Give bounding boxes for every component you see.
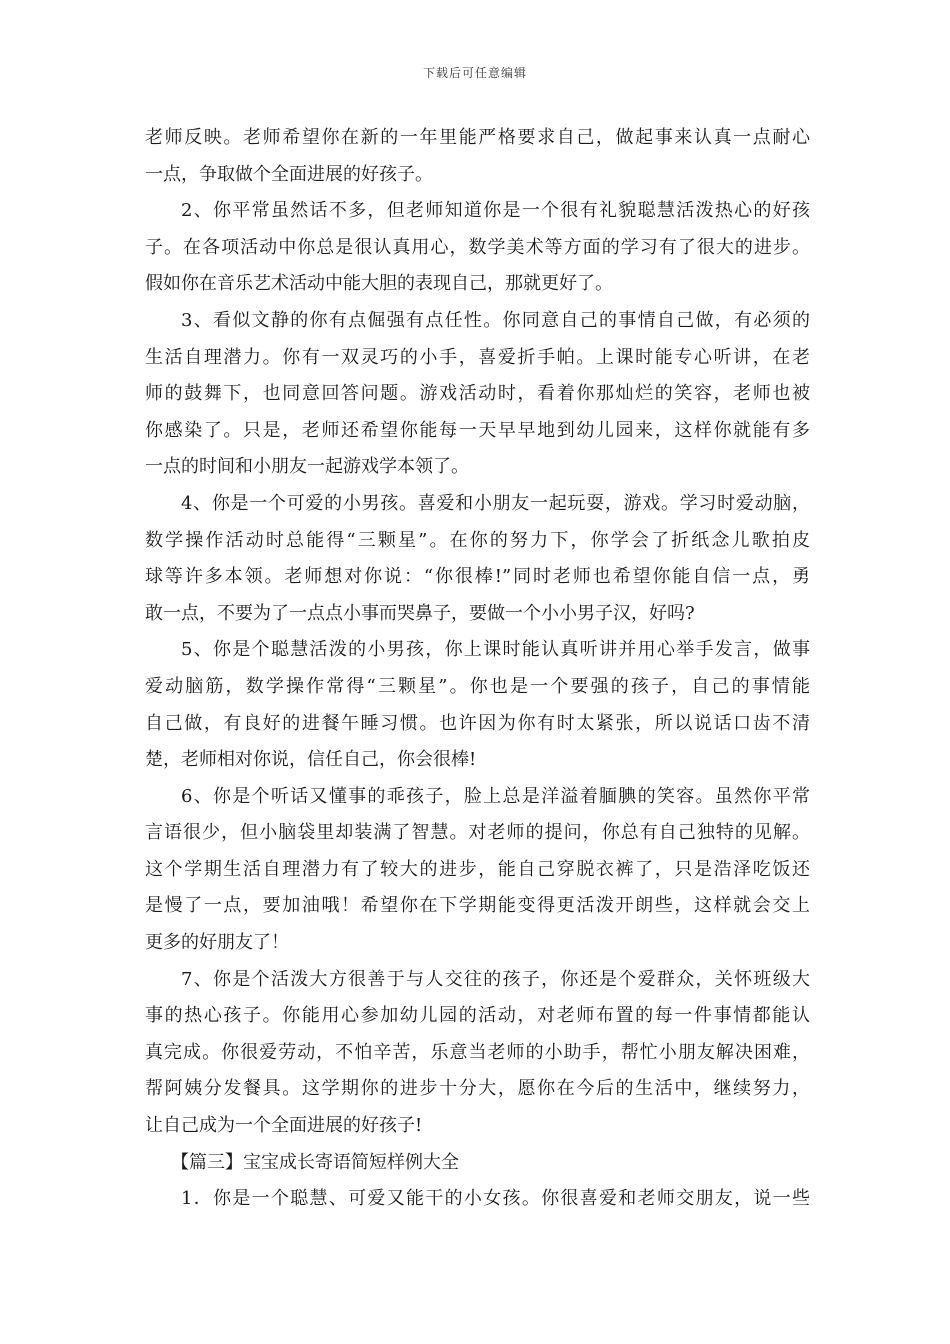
page-header: 下载后可任意编辑 xyxy=(422,66,527,80)
text-line: 真完成。你很爱劳动，不怕辛苦，乐意当老师的小助手，帮忙小朋友解决困难， xyxy=(145,1041,810,1063)
text-line: 老师反映。老师希望你在新的一年里能严格要求自己，做起事来认真一点耐心 xyxy=(145,127,810,148)
text-line: 爱动脑筋，数学操作常得“三颗星”。你也是一个要强的孩子，自己的事情能 xyxy=(145,675,810,697)
text-line: 球等许多本领。老师想对你说：“你很棒!”同时老师也希望你能自信一点，勇 xyxy=(145,566,810,588)
text-line: 更多的好朋友了！ xyxy=(145,932,289,954)
text-line: 生活自理潜力。你有一双灵巧的小手，喜爱折手帕。上课时能专心听讲，在老 xyxy=(145,346,810,368)
text-line: 一点的时间和小朋友一起游戏学本领了。 xyxy=(145,456,469,478)
paragraph-start: 3、看似文静的你有点倔强有点任性。你同意自己的事情自己做，有必须的 xyxy=(181,309,810,331)
paragraph-start: 4、你是一个可爱的小男孩。喜爱和小朋友一起玩耍，游戏。学习时爱动脑， xyxy=(181,492,810,514)
section-heading: 【篇三】宝宝成长寄语简短样例大全 xyxy=(171,1151,459,1173)
document-body xyxy=(145,120,810,1218)
text-line: 子。在各项活动中你总是很认真用心，数学美术等方面的学习有了很大的进步。 xyxy=(145,236,810,258)
text-line: 数学操作活动时总能得“三颗星”。在你的努力下，你学会了折纸念儿歌拍皮 xyxy=(145,529,810,551)
paragraph-start: 7、你是个活泼大方很善于与人交往的孩子，你还是个爱群众，关怀班级大 xyxy=(181,968,810,990)
text-line: 假如你在音乐艺术活动中能大胆的表现自己，那就更好了。 xyxy=(145,273,613,295)
text-line: 师的鼓舞下，也同意回答问题。游戏活动时，看着你那灿烂的笑容，老师也被 xyxy=(145,383,810,405)
paragraph-start: 2、你平常虽然话不多，但老师知道你是一个很有礼貌聪慧活泼热心的好孩 xyxy=(181,200,810,222)
text-line: 是慢了一点，要加油哦！希望你在下学期能变得更活泼开朗些，这样就会交上 xyxy=(145,895,810,917)
text-line: 楚，老师相对你说，信任自己，你会很棒! xyxy=(145,749,477,771)
text-line: 帮阿姨分发餐具。这学期你的进步十分大，愿你在今后的生活中，继续努力， xyxy=(145,1078,810,1100)
text-line: 让自己成为一个全面进展的好孩子! xyxy=(145,1115,423,1137)
text-line: 敢一点，不要为了一点点小事而哭鼻子，要做一个小小男子汉，好吗? xyxy=(145,602,695,624)
text-line: 这个学期生活自理潜力有了较大的进步，能自己穿脱衣裤了，只是浩泽吃饭还 xyxy=(145,858,810,880)
paragraph-start: 1．你是一个聪慧、可爱又能干的小女孩。你很喜爱和老师交朋友，说一些 xyxy=(181,1188,810,1210)
text-line: 自己做，有良好的进餐午睡习惯。也许因为你有时太紧张，所以说话口齿不清 xyxy=(145,712,810,734)
paragraph-start: 6、你是个听话又懂事的乖孩子，脸上总是洋溢着腼腆的笑容。虽然你平常 xyxy=(181,785,810,807)
paragraph-start: 5、你是个聪慧活泼的小男孩，你上课时能认真听讲并用心举手发言，做事 xyxy=(181,639,810,661)
text-line: 一点，争取做个全面进展的好孩子。 xyxy=(145,163,433,185)
text-line: 你感染了。只是，老师还希望你能每一天早早地到幼儿园来，这样你就能有多 xyxy=(145,419,810,441)
text-line: 事的热心孩子。你能用心参加幼儿园的活动，对老师布置的每一件事情都能认 xyxy=(145,1005,810,1027)
text-line: 言语很少，但小脑袋里却装满了智慧。对老师的提问，你总有自己独特的见解。 xyxy=(145,822,810,844)
